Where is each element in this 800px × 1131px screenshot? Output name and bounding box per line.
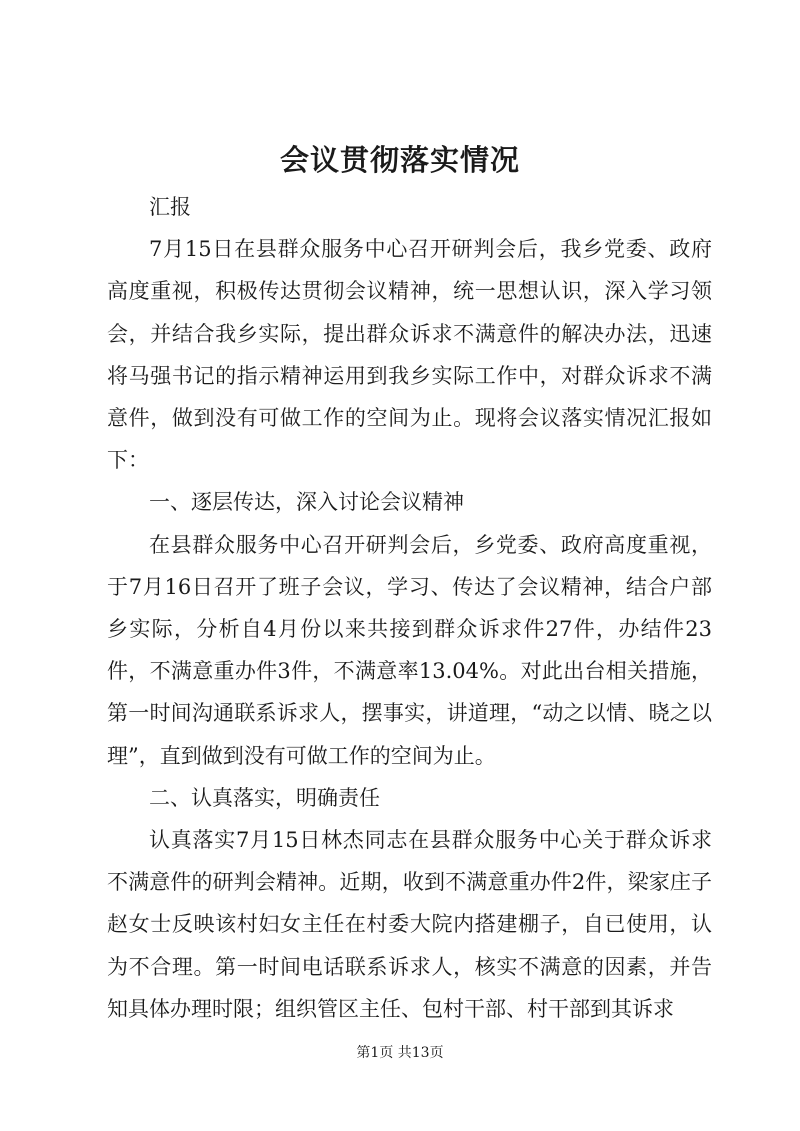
paragraph-section-1: 在县群众服务中心召开研判会后，乡党委、政府高度重视，于7月16日召开了班子会议，学习、传达了会议精神，结合户部乡实际，分析自4月份以来共接到群众诉求件27件，办结件23件，不满意重办件3件，不满意率13.04%。对此出台相关措施，第一时间沟通联系诉求人，摆事实，讲道理，“动之以情、晓之以理”，直到做到没有可做工作的空间为止。 xyxy=(107,532,712,768)
page-indicator: 第1页 共13页 xyxy=(356,1045,444,1061)
section-heading-1: 一、逐层传达，深入讨论会议精神 xyxy=(149,490,464,515)
document-title: 会议贯彻落实情况 xyxy=(279,143,520,177)
document-body xyxy=(107,186,712,1030)
section-heading-2: 二、认真落实，明确责任 xyxy=(149,785,380,810)
paragraph-intro: 7月15日在县群众服务中心召开研判会后，我乡党委、政府高度重视，积极传达贯彻会议精神，统一思想认识，深入学习领会，并结合我乡实际，提出群众诉求不满意件的解决办法，迅速将马强书记的指示精神运用到我乡实际工作中，对群众诉求不满意件，做到没有可做工作的空间为止。现将会议落实情况汇报如下： xyxy=(107,237,712,473)
paragraph-section-2: 认真落实7月15日林杰同志在县群众服务中心关于群众诉求不满意件的研判会精神。近期，收到不满意重办件2件，梁家庄子赵女士反映该村妇女主任在村委大院内搭建棚子，自已使用，认为不合理。第一时间电话联系诉求人，核实不满意的因素，并告知具体办理时限；组织管区主任、包村干部、村干部到其诉求 xyxy=(107,828,712,1021)
paragraph-report-label: 汇报 xyxy=(149,195,191,219)
